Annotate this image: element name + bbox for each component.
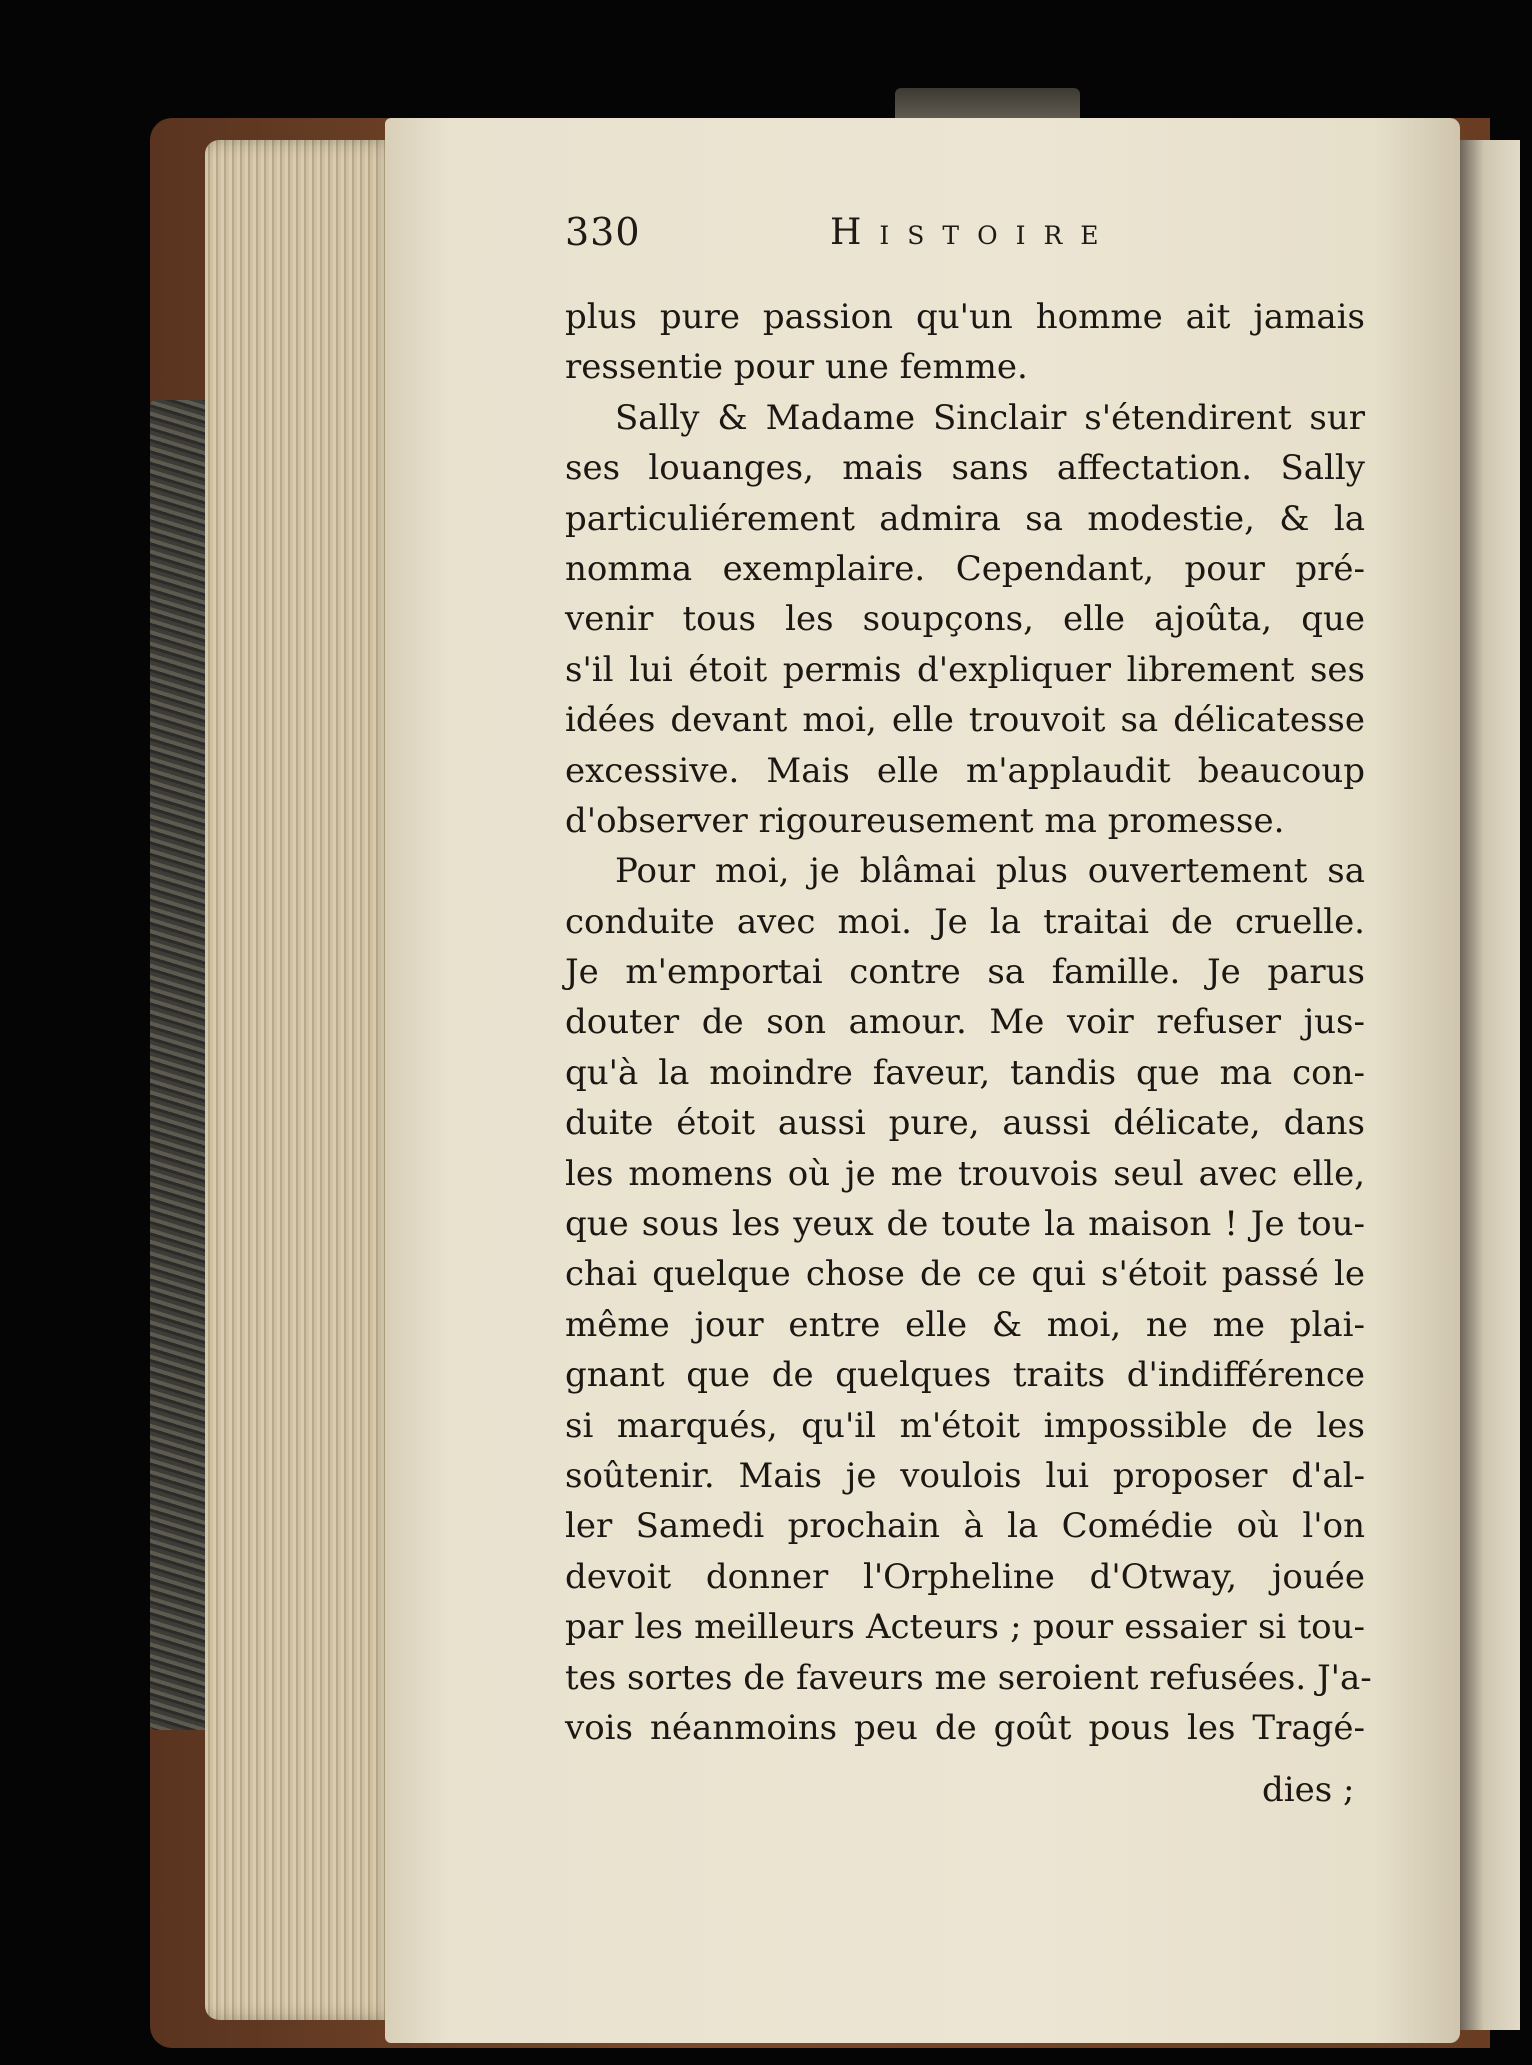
text-line: ses louanges, mais sans affectation. Sally bbox=[565, 448, 1365, 489]
text-line: Sally & Madame Sinclair s'étendirent sur bbox=[615, 397, 1365, 438]
text-line: qu'à la moindre faveur, tandis que ma con- bbox=[565, 1052, 1365, 1093]
text-line: même jour entre elle & moi, ne me plai- bbox=[565, 1304, 1365, 1345]
text-line: plus pure passion qu'un homme ait jamais bbox=[565, 297, 1365, 337]
text-line: Pour moi, je blâmai plus ouvertement sa bbox=[615, 851, 1365, 892]
text-line: ler Samedi prochain à la Comédie où l'on bbox=[565, 1506, 1365, 1547]
text-line: devoit donner l'Orpheline d'Otway, jouée bbox=[565, 1556, 1365, 1597]
text-line: vois néanmoins peu de goût pous les Tragé- bbox=[565, 1707, 1365, 1748]
marbled-spine bbox=[150, 400, 210, 1730]
page-number: 330 bbox=[565, 210, 641, 254]
text-line: excessive. Mais elle m'applaudit beaucoup bbox=[565, 750, 1365, 791]
text-line: tes sortes de faveurs me seroient refusées. J'a- bbox=[565, 1657, 1372, 1698]
running-title: Histoire bbox=[830, 212, 1117, 253]
catchword: dies ; bbox=[1262, 1770, 1355, 1810]
text-line: conduite avec moi. Je la traitai de cruelle. bbox=[565, 901, 1365, 942]
text-line: chai quelque chose de ce qui s'étoit passé le bbox=[565, 1254, 1365, 1295]
page-edges bbox=[205, 140, 400, 2020]
text-line: si marqués, qu'il m'étoit impossible de les bbox=[565, 1405, 1365, 1446]
page-body bbox=[565, 292, 1372, 1753]
text-line: Je m'emportai contre sa famille. Je parus bbox=[565, 952, 1365, 993]
text-line: ressentie pour une femme. bbox=[565, 347, 1028, 388]
text-line: gnant que de quelques traits d'indifférence bbox=[565, 1355, 1365, 1396]
text-line: douter de son amour. Me voir refuser jus- bbox=[565, 1002, 1365, 1043]
text-line: duite étoit aussi pure, aussi délicate, dans bbox=[565, 1103, 1365, 1144]
text-line: les momens où je me trouvois seul avec elle, bbox=[565, 1153, 1365, 1194]
text-line: par les meilleurs Acteurs ; pour essaier si tou- bbox=[565, 1607, 1365, 1648]
text-line: d'observer rigoureusement ma promesse. bbox=[565, 800, 1285, 841]
facing-page-edge bbox=[1460, 140, 1520, 2030]
text-line: s'il lui étoit permis d'expliquer librement ses bbox=[565, 649, 1365, 690]
text-line: que sous les yeux de toute la maison ! Je tou- bbox=[565, 1204, 1365, 1245]
text-line: particuliérement admira sa modestie, & la bbox=[565, 498, 1365, 539]
text-line: idées devant moi, elle trouvoit sa délicatesse bbox=[565, 700, 1365, 741]
text-line: soûtenir. Mais je voulois lui proposer d'al- bbox=[565, 1455, 1365, 1496]
text-line: venir tous les soupçons, elle ajoûta, que bbox=[565, 599, 1365, 640]
page-header bbox=[565, 210, 1350, 266]
text-line: nomma exemplaire. Cependant, pour pré- bbox=[565, 548, 1365, 589]
